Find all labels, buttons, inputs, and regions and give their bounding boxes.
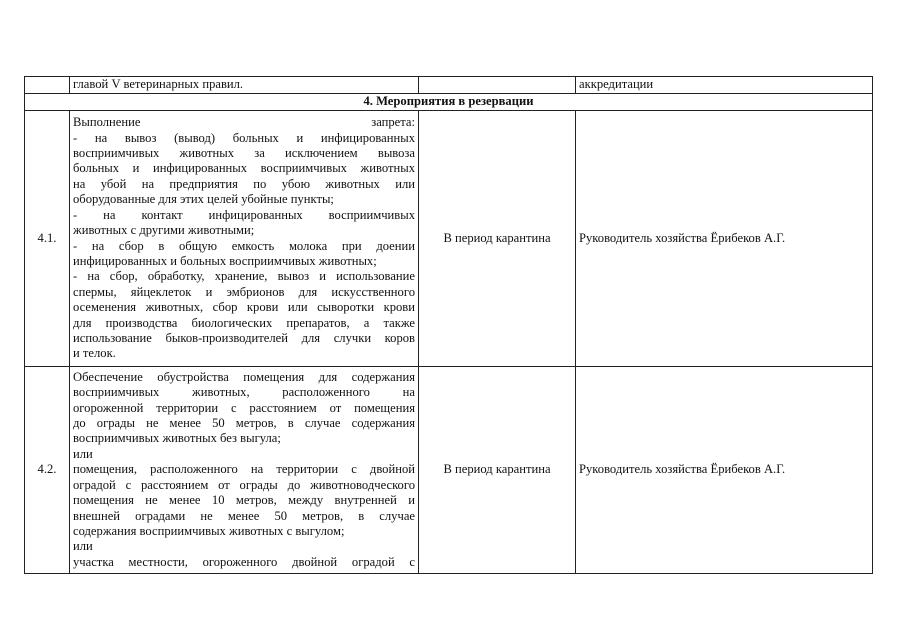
responsible-cell: Руководитель хозяйства Ёрибеков А.Г. [576,367,873,574]
table-row [25,77,873,94]
row-number: 4.1. [25,111,70,367]
measure-line: внешней оградами не менее 50 метров, в случае [73,508,415,523]
measure-line: оградой с расстоянием от ограды до животноводческого [73,477,415,492]
section-heading: 4. Мероприятия в резервации [25,94,873,111]
measure-line: или [73,446,93,461]
measure-line: огороженной территории с расстоянием от помещения [73,400,415,415]
measure-line: содержания восприимчивых животных с выгулом; [73,523,345,538]
period-cell: В период карантина [419,367,576,574]
measure-line: или [73,539,93,554]
measure-line: до ограды не менее 50 метров, в случае содержания [73,416,415,431]
measure-line: - на контакт инфицированных восприимчивых [73,207,415,222]
measure-line: использование быков-производителей для случки коров [73,330,415,345]
measures-table [24,76,873,574]
measure-line: больных и инфицированных восприимчивых животных [73,161,415,176]
section-row [25,94,873,111]
measure-line: инфицированных и больных восприимчивых животных; [73,253,377,268]
measure-line: и телок. [73,346,116,361]
measure-line: спермы, яйцеклеток и эмбрионов для искусственного [73,284,415,299]
period-cell: В период карантина [419,111,576,367]
measure-line: восприимчивых животных без выгула; [73,431,281,446]
measure-line: Выполнение запрета: [73,115,415,130]
measure-cell: главой V ветеринарных правил. [70,77,419,94]
measure-line: - на сбор в общую емкость молока при доении [73,238,415,253]
measure-line: для производства биологических препаратов, а также [73,315,415,330]
table-row [25,367,873,574]
measure-line: - на сбор, обработку, хранение, вывоз и использование [73,269,415,284]
measure-line: участка местности, огороженного двойной оградой с [73,554,415,569]
measure-line: - на вывоз (вывод) больных и инфицированных [73,130,415,145]
row-number: 4.2. [25,367,70,574]
measure-line: Обеспечение обустройства помещения для содержания [73,369,415,384]
measure-line: животных с другими животными; [73,223,255,238]
measure-text [70,367,419,574]
row-number-cell [25,77,70,94]
table-row [25,111,873,367]
measure-line: восприимчивых животных, расположенного на [73,385,415,400]
measure-text [70,111,419,367]
measure-line: помещения не менее 10 метров, между внутренней и [73,493,415,508]
measure-line: осеменения животных, сбор крови или сыворотки крови [73,300,415,315]
responsible-cell: аккредитации [576,77,873,94]
responsible-cell: Руководитель хозяйства Ёрибеков А.Г. [576,111,873,367]
period-cell [419,77,576,94]
measure-line: оборудованные для этих целей убойные пункты; [73,192,334,207]
measure-line: помещения, расположенного на территории с двойной [73,462,415,477]
measure-line: на убой на предприятия по убою животных или [73,176,415,191]
measure-line: восприимчивых животных за исключением вывоза [73,146,415,161]
